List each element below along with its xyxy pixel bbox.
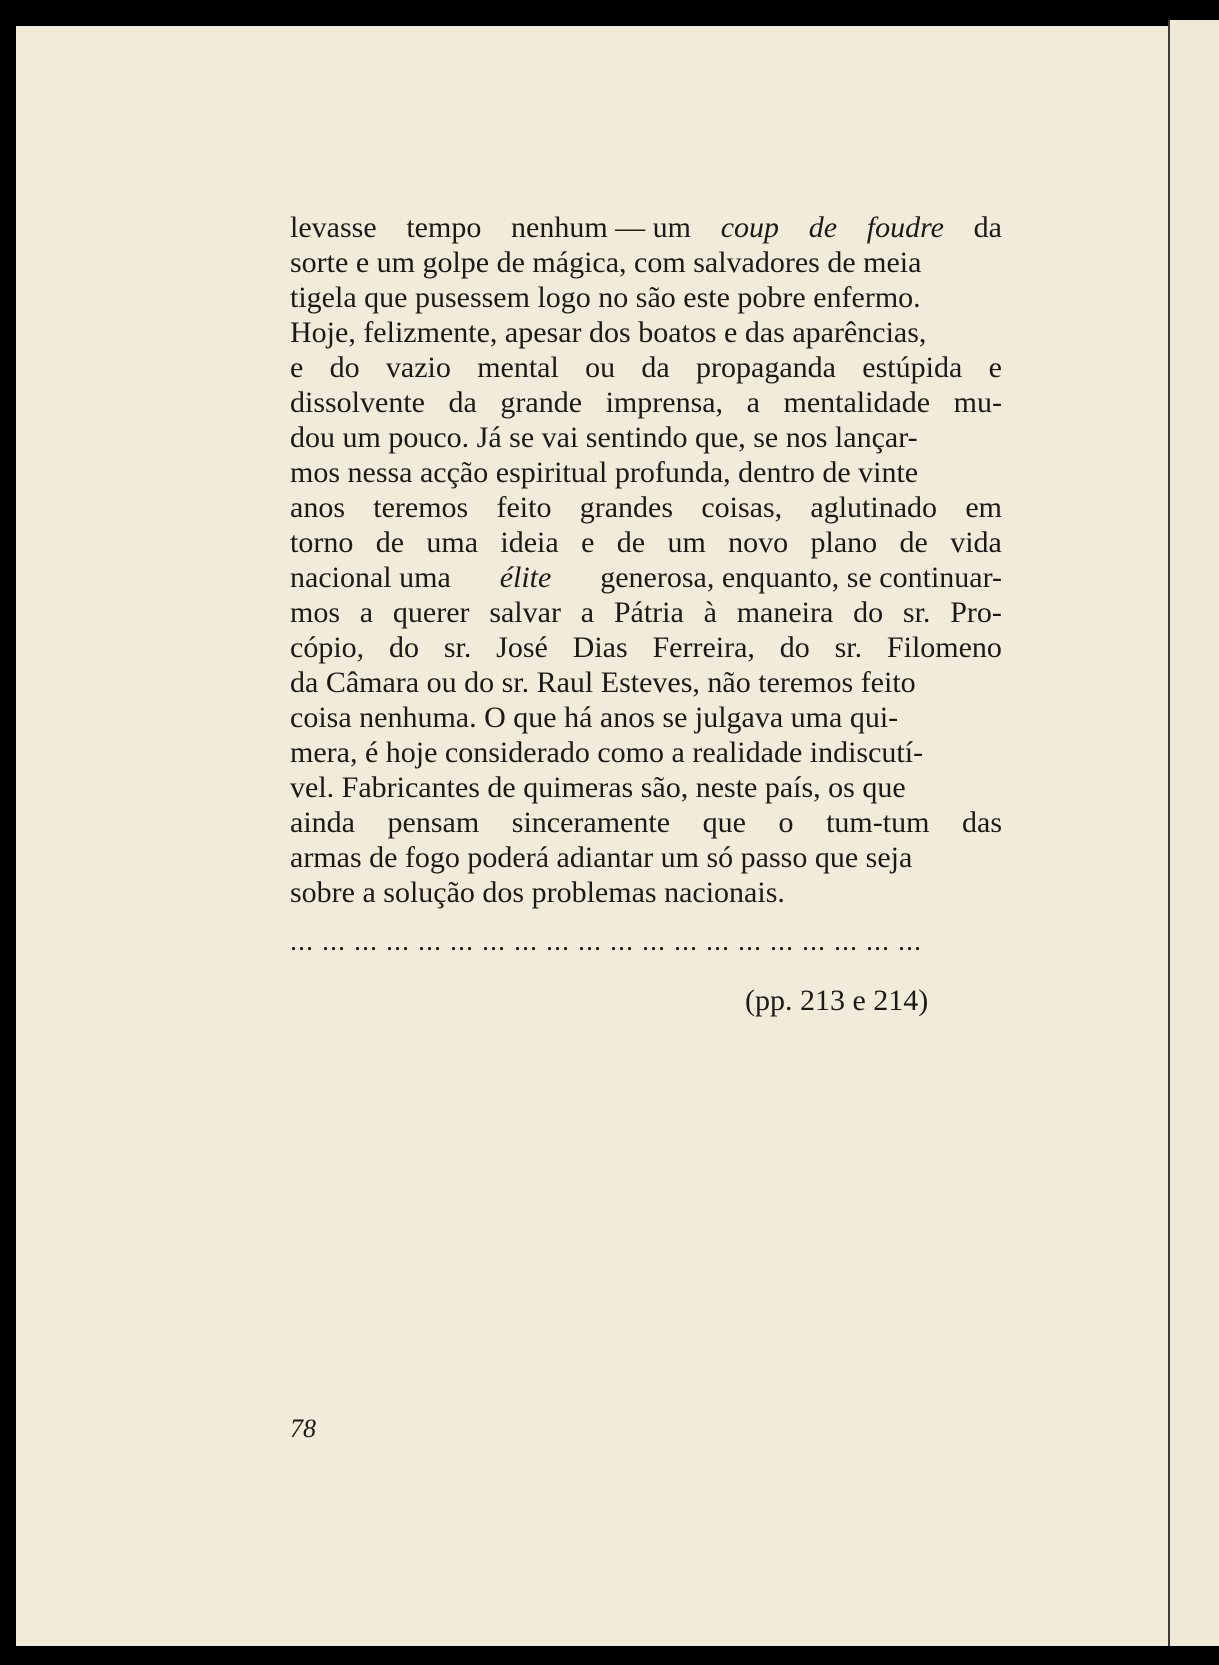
text-segment: ainda <box>290 806 355 839</box>
text-segment: vida <box>950 526 1002 559</box>
text-segment: da <box>973 211 1002 244</box>
text-segment: Pro- <box>950 596 1002 629</box>
text-segment: mos <box>290 596 341 629</box>
text-segment: tempo <box>406 211 482 244</box>
text-segment: da <box>641 351 670 384</box>
text-segment: da <box>448 386 477 419</box>
text-segment: vazio <box>385 351 451 384</box>
text-segment: coisas, <box>701 491 783 524</box>
text-segment: do <box>779 631 810 664</box>
text-line <box>290 560 1002 595</box>
text-line <box>290 245 1002 280</box>
text-line <box>290 875 1002 910</box>
text-segment: novo <box>728 526 789 559</box>
text-segment: Pátria <box>613 596 684 629</box>
text-line <box>290 315 1002 350</box>
text-segment: dissolvente <box>290 386 425 419</box>
text-segment: José <box>496 631 548 664</box>
text-segment: anos <box>290 491 345 524</box>
text-segment: aglutinado <box>810 491 938 524</box>
text-segment: do <box>853 596 884 629</box>
text-segment: sr. <box>443 631 472 664</box>
text-segment: teremos <box>373 491 469 524</box>
italic-word: élite <box>499 561 552 594</box>
text-segment: mu- <box>953 386 1002 419</box>
text-line <box>290 455 1002 490</box>
text-segment: nenhum — um <box>511 211 692 244</box>
text-segment: a <box>580 596 595 629</box>
text-segment: dou um pouco. Já se vai sentindo que, se nos lançar- <box>290 421 918 454</box>
text-segment: mos nessa acção espiritual profunda, dentro de vinte <box>290 456 919 489</box>
text-line <box>290 420 1002 455</box>
text-segment: salvar <box>489 596 561 629</box>
text-segment: do <box>388 631 419 664</box>
text-segment: sorte e um golpe de mágica, com salvadores de meia <box>290 246 922 279</box>
text-line <box>290 700 1002 735</box>
text-segment: sr. <box>902 596 931 629</box>
text-line <box>290 735 1002 770</box>
italic-word: de <box>808 211 838 244</box>
text-segment: sinceramente <box>511 806 671 839</box>
text-segment: generosa, enquanto, se continuar- <box>600 561 1002 594</box>
text-line <box>290 210 1002 245</box>
text-segment: Ferreira, <box>652 631 755 664</box>
text-line <box>290 490 1002 525</box>
text-segment: Hoje, felizmente, apesar dos boatos e das aparências, <box>290 316 927 349</box>
text-line <box>290 770 1002 805</box>
text-segment: torno <box>290 526 354 559</box>
text-segment: e <box>581 526 595 559</box>
text-segment: armas de fogo poderá adiantar um só passo que seja <box>290 841 913 874</box>
text-segment: mera, é hoje considerado como a realidade indiscutí- <box>290 736 924 769</box>
text-segment: da Câmara ou do sr. Raul Esteves, não teremos feito <box>290 666 916 699</box>
text-segment: de <box>899 526 928 559</box>
body-text <box>290 210 1002 959</box>
page-number: 78 <box>290 1414 316 1443</box>
text-segment: Filomeno <box>886 631 1002 664</box>
text-line <box>290 630 1002 665</box>
text-segment: estúpida <box>862 351 963 384</box>
text-line <box>290 805 1002 840</box>
text-line <box>290 665 1002 700</box>
italic-word: coup <box>720 211 780 244</box>
text-segment: levasse <box>290 211 377 244</box>
text-segment: grandes <box>579 491 674 524</box>
text-segment: pensam <box>387 806 480 839</box>
page-reference: (pp. 213 e 214) <box>745 984 929 1017</box>
text-segment: grande <box>500 386 583 419</box>
text-segment: à <box>703 596 717 629</box>
text-segment: vel. Fabricantes de quimeras são, neste país, os que <box>290 771 906 804</box>
text-segment: um <box>667 526 706 559</box>
text-line <box>290 840 1002 875</box>
text-line <box>290 525 1002 560</box>
text-segment: querer <box>392 596 470 629</box>
text-segment: que <box>702 806 746 839</box>
text-segment: coisa nenhuma. O que há anos se julgava uma qui- <box>290 701 899 734</box>
text-line <box>290 280 1002 315</box>
text-segment: a <box>746 386 760 419</box>
text-segment: ou <box>585 351 616 384</box>
text-segment: e <box>988 351 1002 384</box>
text-segment: maneira <box>736 596 834 629</box>
text-segment: sr. <box>834 631 863 664</box>
text-segment: ideia <box>500 526 559 559</box>
text-segment: o <box>778 806 794 839</box>
text-segment: a <box>359 596 374 629</box>
text-segment: feito <box>496 491 552 524</box>
text-segment: das <box>962 806 1002 839</box>
text-line <box>290 385 1002 420</box>
text-segment: cópio, <box>290 631 365 664</box>
text-segment: mentalidade <box>783 386 931 419</box>
text-segment: uma <box>426 526 479 559</box>
text-segment: nacional uma <box>290 561 451 594</box>
text-segment: tum-tum <box>826 806 930 839</box>
ellipsis-separator: ... ... ... ... ... ... ... ... ... ... ... ... ... ... ... ... ... ... ... ... <box>290 926 922 957</box>
text-segment: propaganda <box>696 351 836 384</box>
text-segment: e <box>290 351 304 384</box>
text-segment: de <box>616 526 646 559</box>
text-line <box>290 595 1002 630</box>
next-page-edge <box>1168 20 1219 1646</box>
text-line <box>290 350 1002 385</box>
text-segment: Dias <box>572 631 628 664</box>
text-segment: de <box>375 526 405 559</box>
text-segment: sobre a solução dos problemas nacionais. <box>290 876 785 909</box>
paragraph <box>290 210 1002 910</box>
text-segment: tigela que pusessem logo no são este pobre enfermo. <box>290 281 921 314</box>
text-segment: do <box>329 351 360 384</box>
text-segment: mental <box>477 351 559 384</box>
text-segment: plano <box>810 526 878 559</box>
text-segment: em <box>965 491 1002 524</box>
italic-word: foudre <box>866 211 944 244</box>
text-segment: imprensa, <box>605 386 724 419</box>
